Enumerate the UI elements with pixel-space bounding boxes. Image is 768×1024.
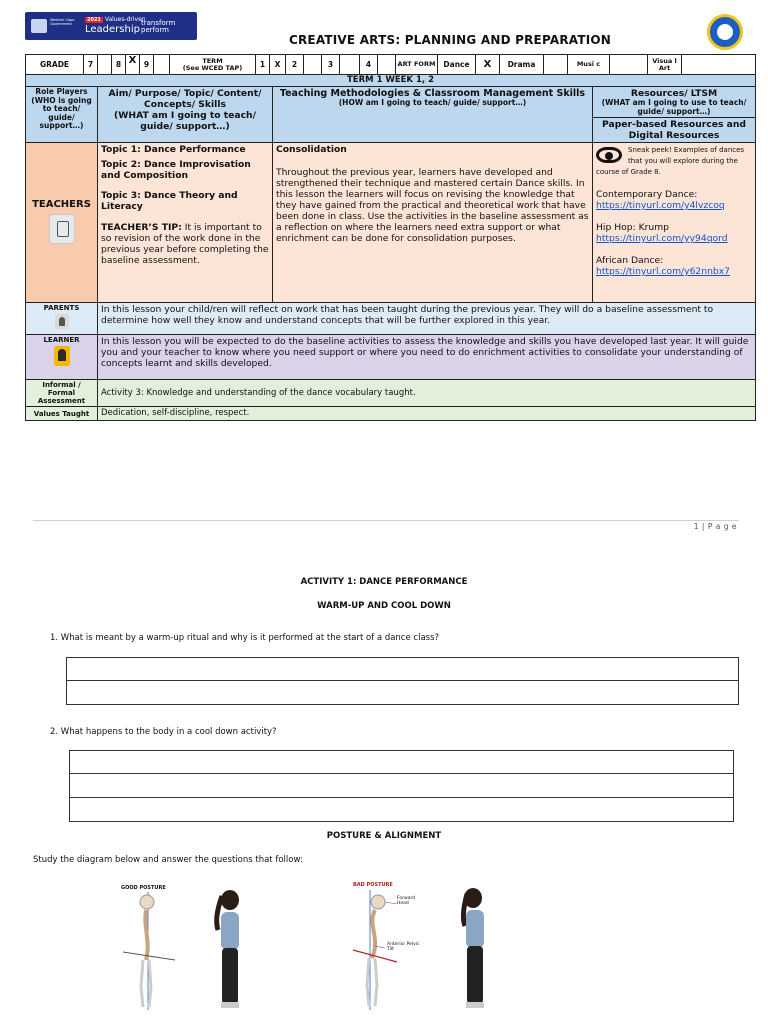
topic-3: Topic 3: Dance Theory and Literacy [101,190,238,212]
bad-posture-person-icon [457,886,497,1010]
dance-mark: X [476,55,500,75]
term-3: 3 [322,55,340,75]
good-posture-label: GOOD POSTURE [121,885,166,891]
resources-subheader: Paper-based Resources and Digital Resources [593,118,756,143]
activity-subtitle: WARM-UP AND COOL DOWN [317,601,451,611]
week-heading: TERM 1 WEEK 1, 2 [26,75,756,87]
topics-cell [98,143,273,303]
teachers-cell [26,143,98,303]
resources-header: Resources/ LTSM (WHAT am I going to use to teach/ guide/ support…) [593,87,756,118]
resources-cell [593,143,756,303]
visual-art-label: Visua l Art [648,55,682,75]
term-2: 2 [286,55,304,75]
term-4: 4 [360,55,378,75]
values-label: Values Taught [26,407,98,421]
pelvic-tilt-label: Anterior Pelvic Tilt [387,942,420,952]
role-players-header: Role Players (WHO is going to teach/ guide/ support…) [26,87,98,143]
values-text: Dedication, self-discipline, respect. [98,407,756,421]
answer-line-2c[interactable] [69,798,734,822]
term-1-mark: X [270,55,286,75]
parent-child-icon [55,314,69,329]
dance-label: Dance [438,55,476,75]
methodology-cell [273,143,593,303]
assessment-text: Activity 3: Knowledge and understanding of the dance vocabulary taught. [98,380,756,407]
learner-text: In this lesson you will be expected to do the baseline activities to assess the knowledge and skills you have developed last year. It will guide you and your teacher to know where you need support or where you need to do enrichment activities to consolidate your understanding of concepts learnt and skills developed. [98,335,756,380]
page-title: CREATIVE ARTS: PLANNING AND PREPARATION [288,33,612,47]
assessment-label: Informal / Formal Assessment [26,380,98,407]
wced-logo [25,12,197,40]
learner-icon [54,346,70,366]
grade-8: 8 [112,55,126,75]
planning-table [25,74,756,421]
contemporary-label: Contemporary Dance: [596,189,698,200]
teacher-board-icon [49,214,75,244]
african-link[interactable]: https://tinyurl.com/y62nnbx7 [596,266,731,277]
grade-9: 9 [140,55,154,75]
teachers-tip: TEACHER’S TIP: It is important to so revision of the work done in the previous year before completing the baseline assessment. [101,222,269,266]
logo-text: Western Cape Government [50,18,75,26]
sneak-peek: Sneak peek! Examples of dances that you will explore during the course of Grade 8. [596,146,745,176]
hiphop-link[interactable]: https://tinyurl.com/yy94qord [596,233,728,244]
teachers-label: TEACHERS [32,198,91,210]
good-skeleton-icon [113,892,183,1012]
question-2: 2. What happens to the body in a cool down activity? [50,727,277,737]
consolidation-text: Throughout the previous year, learners have developed and strengthened their technique and mastered certain Dance skills. In this lesson the learners will focus on revising the knowledge that they have gained from the practical and theoretical work that have been done in class. Use the activities in the baseline assessment as a reflection on where the learners need extra support or what enrichment can be done for consolidation purposes. [276,167,589,244]
question-1: 1. What is meant by a warm-up ritual and why is it performed at the start of a dance class? [50,633,440,643]
parents-text: In this lesson your child/ren will reflect on work that has been taught during the previous year. They will do a baseline assessment to determine how well they know and understand concepts that will be further explored in this year. [98,303,756,335]
logo-tagline: 2021 Values-driven [87,16,146,23]
crest-icon [31,19,47,33]
activity-title: ACTIVITY 1: DANCE PERFORMANCE [300,577,468,587]
page-divider [33,520,739,521]
eye-icon [596,147,622,163]
answer-line-1b[interactable] [66,681,739,705]
logo-transform: transform perform [141,19,176,34]
grade-term-table [25,54,756,75]
contemporary-link[interactable]: https://tinyurl.com/y4lvzcoq [596,200,725,211]
answer-line-1a[interactable] [66,657,739,681]
bad-posture-label: BAD POSTURE [353,882,393,888]
grade-7: 7 [84,55,98,75]
answer-line-2a[interactable] [69,750,734,774]
forward-head-label: Forward Head [397,896,416,906]
posture-title: POSTURE & ALIGNMENT [326,831,442,841]
good-posture-person-icon [208,888,248,1010]
grade-label: GRADE [26,55,84,75]
learner-cell [26,335,98,380]
consolidation-title: Consolidation [276,144,347,155]
parents-cell [26,303,98,335]
art-form-label: ART FORM [396,55,438,75]
good-posture-diagram [113,882,263,1012]
term-label: TERM (See WCED TAP) [170,55,256,75]
aim-header: Aim/ Purpose/ Topic/ Content/ Concepts/ Skills (WHAT am I going to teach/ guide/ support…) [98,87,273,143]
topic-1: Topic 1: Dance Performance [101,144,246,155]
drama-label: Drama [500,55,544,75]
topic-2: Topic 2: Dance Improvisation and Composition [101,159,251,181]
learner-label: LEARNER [43,336,80,344]
diagram-instruction: Study the diagram below and answer the questions that follow: [33,855,303,865]
grade-8-mark: X [126,55,140,75]
methodology-header: Teaching Methodologies & Classroom Management Skills (HOW am I going to teach/ guide/ support…) [273,87,593,143]
quality-badge-icon [707,14,743,50]
page-number: 1 | P a g e [693,522,737,531]
african-label: African Dance: [596,255,664,266]
answer-line-2b[interactable] [69,774,734,798]
term-1: 1 [256,55,270,75]
music-label: Musi c [568,55,610,75]
bad-posture-diagram [345,882,505,1012]
hiphop-label: Hip Hop: Krump [596,222,669,233]
parents-label: PARENTS [43,304,80,312]
logo-leadership: Leadership [85,24,140,35]
